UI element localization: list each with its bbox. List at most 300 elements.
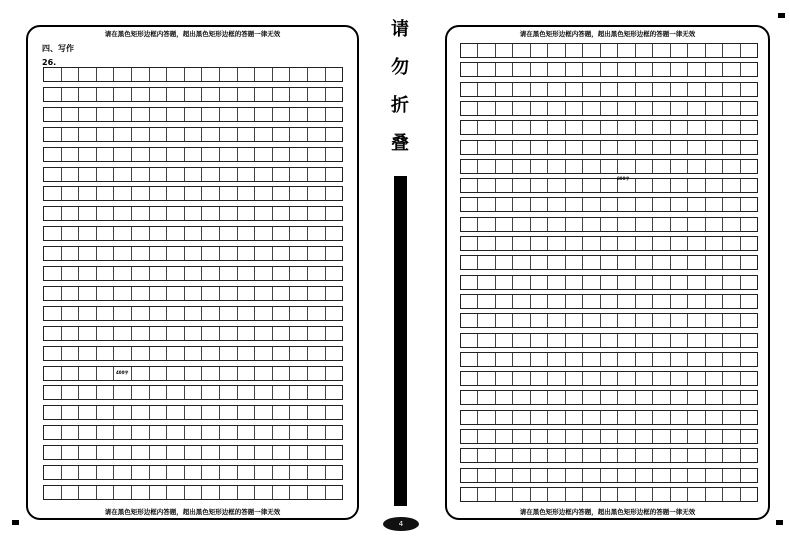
grid-cell[interactable] [496,160,513,173]
grid-cell[interactable] [723,121,740,134]
grid-cell[interactable] [185,287,203,300]
grid-cell[interactable] [601,469,618,482]
grid-cell[interactable] [706,237,723,250]
grid-cell[interactable] [167,88,185,101]
grid-cell[interactable] [97,367,115,380]
grid-cell[interactable] [688,411,705,424]
grid-cell[interactable] [741,488,757,501]
grid-cell[interactable] [185,68,203,81]
grid-cell[interactable] [220,406,238,419]
grid-cell[interactable] [601,141,618,154]
grid-cell[interactable] [583,314,600,327]
grid-cell[interactable] [44,247,62,260]
grid-cell[interactable] [44,128,62,141]
grid-cell[interactable] [273,446,291,459]
grid-cell[interactable] [478,353,495,366]
grid-cell[interactable] [688,469,705,482]
grid-cell[interactable] [44,386,62,399]
grid-cell[interactable] [636,469,653,482]
grid-cell[interactable] [601,449,618,462]
grid-cell[interactable] [44,486,62,499]
grid-cell[interactable] [167,128,185,141]
grid-cell[interactable] [255,486,273,499]
grid-cell[interactable] [653,276,670,289]
grid-cell[interactable] [220,307,238,320]
grid-cell[interactable] [308,187,326,200]
grid-cell[interactable] [478,44,495,57]
grid-cell[interactable] [496,121,513,134]
grid-cell[interactable] [150,367,168,380]
grid-cell[interactable] [688,488,705,501]
grid-cell[interactable] [548,179,565,192]
grid-cell[interactable] [636,372,653,385]
grid-cell[interactable] [185,327,203,340]
grid-cell[interactable] [185,187,203,200]
grid-cell[interactable] [290,406,308,419]
grid-cell[interactable] [132,386,150,399]
grid-cell[interactable] [531,488,548,501]
grid-cell[interactable] [238,406,256,419]
grid-cell[interactable] [671,121,688,134]
grid-cell[interactable] [653,372,670,385]
grid-cell[interactable] [531,141,548,154]
grid-cell[interactable] [636,121,653,134]
grid-cell[interactable] [185,88,203,101]
grid-cell[interactable] [741,44,757,57]
grid-cell[interactable] [496,430,513,443]
grid-cell[interactable] [238,446,256,459]
grid-cell[interactable] [202,168,220,181]
grid-cell[interactable] [583,83,600,96]
grid-cell[interactable] [566,218,583,231]
grid-row[interactable] [43,266,343,281]
grid-cell[interactable] [62,327,80,340]
grid-cell[interactable] [583,353,600,366]
grid-cell[interactable] [618,334,635,347]
grid-cell[interactable] [478,83,495,96]
grid-cell[interactable] [132,287,150,300]
grid-cell[interactable] [583,469,600,482]
grid-cell[interactable] [618,83,635,96]
grid-cell[interactable] [671,276,688,289]
grid-cell[interactable] [618,63,635,76]
grid-cell[interactable] [150,88,168,101]
grid-cell[interactable] [114,347,132,360]
grid-cell[interactable] [255,168,273,181]
grid-cell[interactable] [671,372,688,385]
grid-cell[interactable] [132,307,150,320]
grid-row[interactable] [43,127,343,142]
grid-row[interactable] [460,101,758,116]
grid-cell[interactable] [478,276,495,289]
grid-cell[interactable] [326,486,343,499]
grid-cell[interactable] [114,466,132,479]
grid-cell[interactable] [583,179,600,192]
grid-row[interactable] [43,186,343,201]
grid-cell[interactable] [741,295,757,308]
grid-cell[interactable] [618,218,635,231]
grid-cell[interactable] [741,141,757,154]
grid-cell[interactable] [308,108,326,121]
grid-cell[interactable] [326,287,343,300]
grid-cell[interactable] [308,367,326,380]
grid-cell[interactable] [273,486,291,499]
grid-cell[interactable] [150,68,168,81]
grid-cell[interactable] [255,446,273,459]
grid-cell[interactable] [326,307,343,320]
grid-cell[interactable] [513,63,530,76]
grid-cell[interactable] [238,347,256,360]
grid-cell[interactable] [653,411,670,424]
grid-cell[interactable] [44,406,62,419]
grid-cell[interactable] [583,430,600,443]
grid-cell[interactable] [461,314,478,327]
grid-cell[interactable] [513,198,530,211]
grid-cell[interactable] [62,88,80,101]
grid-cell[interactable] [548,449,565,462]
grid-cell[interactable] [79,207,97,220]
grid-cell[interactable] [531,391,548,404]
grid-row[interactable] [43,425,343,440]
grid-cell[interactable] [741,160,757,173]
grid-cell[interactable] [461,237,478,250]
grid-cell[interactable] [496,256,513,269]
grid-cell[interactable] [326,88,343,101]
grid-cell[interactable] [290,386,308,399]
grid-row[interactable] [460,197,758,212]
grid-cell[interactable] [220,207,238,220]
grid-cell[interactable] [723,276,740,289]
grid-cell[interactable] [531,430,548,443]
grid-cell[interactable] [513,44,530,57]
grid-cell[interactable] [688,276,705,289]
grid-cell[interactable] [688,237,705,250]
grid-cell[interactable] [688,372,705,385]
grid-cell[interactable] [62,426,80,439]
grid-cell[interactable] [548,430,565,443]
grid-cell[interactable] [741,179,757,192]
grid-cell[interactable] [706,179,723,192]
grid-cell[interactable] [44,187,62,200]
grid-cell[interactable] [741,449,757,462]
grid-cell[interactable] [583,276,600,289]
grid-cell[interactable] [461,430,478,443]
grid-cell[interactable] [706,391,723,404]
grid-cell[interactable] [531,295,548,308]
grid-cell[interactable] [62,267,80,280]
grid-cell[interactable] [220,108,238,121]
grid-cell[interactable] [566,160,583,173]
grid-cell[interactable] [167,367,185,380]
grid-cell[interactable] [308,128,326,141]
grid-cell[interactable] [326,347,343,360]
grid-cell[interactable] [238,267,256,280]
grid-cell[interactable] [548,256,565,269]
grid-cell[interactable] [326,148,343,161]
grid-cell[interactable] [618,411,635,424]
grid-row[interactable] [43,206,343,221]
grid-cell[interactable] [741,276,757,289]
grid-cell[interactable] [326,227,343,240]
grid-cell[interactable] [583,44,600,57]
grid-cell[interactable] [273,307,291,320]
grid-cell[interactable] [548,334,565,347]
grid-cell[interactable] [688,141,705,154]
grid-cell[interactable] [566,314,583,327]
grid-cell[interactable] [618,237,635,250]
grid-cell[interactable] [723,44,740,57]
grid-cell[interactable] [290,446,308,459]
grid-cell[interactable] [496,102,513,115]
grid-cell[interactable] [185,128,203,141]
grid-cell[interactable] [150,267,168,280]
grid-cell[interactable] [723,469,740,482]
grid-cell[interactable] [150,446,168,459]
grid-cell[interactable] [531,449,548,462]
grid-cell[interactable] [220,227,238,240]
grid-cell[interactable] [238,287,256,300]
grid-cell[interactable] [636,237,653,250]
grid-cell[interactable] [290,88,308,101]
grid-cell[interactable] [478,63,495,76]
grid-cell[interactable] [290,426,308,439]
grid-cell[interactable] [255,247,273,260]
grid-cell[interactable] [202,426,220,439]
grid-cell[interactable] [132,108,150,121]
grid-cell[interactable] [723,63,740,76]
grid-cell[interactable] [220,148,238,161]
grid-cell[interactable] [671,469,688,482]
grid-cell[interactable] [531,179,548,192]
grid-cell[interactable] [273,227,291,240]
grid-cell[interactable] [326,367,343,380]
grid-cell[interactable] [723,314,740,327]
grid-cell[interactable] [513,314,530,327]
grid-cell[interactable] [653,63,670,76]
grid-cell[interactable] [150,227,168,240]
grid-cell[interactable] [202,327,220,340]
grid-cell[interactable] [496,276,513,289]
grid-cell[interactable] [566,372,583,385]
grid-cell[interactable] [273,187,291,200]
grid-cell[interactable] [62,347,80,360]
grid-cell[interactable] [62,108,80,121]
grid-cell[interactable] [238,168,256,181]
grid-cell[interactable] [583,218,600,231]
grid-cell[interactable] [723,488,740,501]
grid-cell[interactable] [548,314,565,327]
grid-cell[interactable] [531,276,548,289]
grid-cell[interactable] [185,386,203,399]
grid-cell[interactable] [688,121,705,134]
grid-cell[interactable] [150,426,168,439]
grid-cell[interactable] [62,367,80,380]
grid-cell[interactable] [566,295,583,308]
grid-cell[interactable] [132,128,150,141]
grid-cell[interactable] [566,334,583,347]
grid-cell[interactable] [114,227,132,240]
grid-cell[interactable] [741,372,757,385]
grid-cell[interactable] [671,334,688,347]
grid-cell[interactable] [167,68,185,81]
grid-cell[interactable] [583,488,600,501]
grid-cell[interactable] [496,469,513,482]
grid-cell[interactable] [601,160,618,173]
grid-cell[interactable] [653,295,670,308]
grid-cell[interactable] [688,102,705,115]
grid-row[interactable] [43,465,343,480]
grid-cell[interactable] [688,314,705,327]
grid-cell[interactable] [97,68,115,81]
grid-cell[interactable] [618,276,635,289]
grid-cell[interactable] [79,68,97,81]
grid-cell[interactable] [150,406,168,419]
grid-cell[interactable] [618,121,635,134]
grid-cell[interactable] [671,430,688,443]
grid-cell[interactable] [653,218,670,231]
grid-cell[interactable] [255,88,273,101]
grid-cell[interactable] [167,227,185,240]
grid-cell[interactable] [618,372,635,385]
grid-cell[interactable] [461,449,478,462]
grid-cell[interactable] [566,353,583,366]
grid-cell[interactable] [167,168,185,181]
grid-cell[interactable] [202,347,220,360]
grid-cell[interactable] [132,168,150,181]
grid-cell[interactable] [79,327,97,340]
grid-cell[interactable] [238,386,256,399]
grid-cell[interactable] [496,141,513,154]
grid-cell[interactable] [636,83,653,96]
grid-cell[interactable] [273,88,291,101]
grid-cell[interactable] [478,391,495,404]
grid-cell[interactable] [566,276,583,289]
grid-cell[interactable] [308,307,326,320]
grid-cell[interactable] [114,207,132,220]
grid-cell[interactable] [255,287,273,300]
grid-cell[interactable] [97,108,115,121]
grid-cell[interactable] [723,179,740,192]
grid-cell[interactable] [671,179,688,192]
grid-cell[interactable] [461,295,478,308]
grid-cell[interactable] [653,198,670,211]
grid-cell[interactable] [531,256,548,269]
grid-cell[interactable] [202,307,220,320]
grid-cell[interactable] [273,108,291,121]
grid-cell[interactable] [44,267,62,280]
grid-cell[interactable] [255,267,273,280]
grid-cell[interactable] [653,469,670,482]
grid-cell[interactable] [290,68,308,81]
grid-cell[interactable] [601,314,618,327]
grid-cell[interactable] [185,148,203,161]
grid-cell[interactable] [326,466,343,479]
grid-cell[interactable] [723,141,740,154]
grid-cell[interactable] [238,227,256,240]
grid-cell[interactable] [202,227,220,240]
grid-cell[interactable] [220,386,238,399]
grid-cell[interactable] [290,287,308,300]
grid-cell[interactable] [496,237,513,250]
grid-cell[interactable] [688,334,705,347]
grid-row[interactable] [460,236,758,251]
grid-cell[interactable] [671,141,688,154]
grid-cell[interactable] [566,141,583,154]
grid-cell[interactable] [150,247,168,260]
grid-cell[interactable] [723,256,740,269]
grid-cell[interactable] [167,207,185,220]
grid-cell[interactable] [114,327,132,340]
grid-cell[interactable] [636,430,653,443]
grid-cell[interactable] [220,446,238,459]
grid-cell[interactable] [706,63,723,76]
grid-cell[interactable] [478,198,495,211]
grid-cell[interactable] [618,430,635,443]
grid-cell[interactable] [308,486,326,499]
grid-cell[interactable] [548,237,565,250]
grid-cell[interactable] [671,488,688,501]
grid-cell[interactable] [723,218,740,231]
grid-cell[interactable] [114,307,132,320]
grid-cell[interactable] [97,247,115,260]
grid-cell[interactable] [723,198,740,211]
grid-cell[interactable] [478,160,495,173]
grid-cell[interactable] [150,168,168,181]
writing-grid-right[interactable] [460,43,758,510]
grid-cell[interactable] [273,426,291,439]
grid-cell[interactable] [636,391,653,404]
grid-cell[interactable] [185,227,203,240]
grid-cell[interactable] [114,68,132,81]
grid-row[interactable] [460,448,758,463]
grid-cell[interactable] [531,198,548,211]
grid-cell[interactable] [290,128,308,141]
grid-row[interactable] [43,147,343,162]
grid-cell[interactable] [461,411,478,424]
grid-cell[interactable] [290,307,308,320]
grid-cell[interactable] [618,353,635,366]
grid-cell[interactable] [723,353,740,366]
grid-cell[interactable] [671,353,688,366]
grid-cell[interactable] [583,449,600,462]
grid-cell[interactable] [636,198,653,211]
grid-cell[interactable] [238,247,256,260]
grid-cell[interactable] [531,102,548,115]
grid-cell[interactable] [741,314,757,327]
grid-cell[interactable] [671,63,688,76]
grid-row[interactable] [460,275,758,290]
grid-cell[interactable] [513,237,530,250]
grid-cell[interactable] [461,334,478,347]
grid-row[interactable] [460,390,758,405]
grid-cell[interactable] [150,347,168,360]
grid-cell[interactable] [132,247,150,260]
grid-cell[interactable] [723,334,740,347]
grid-cell[interactable] [461,391,478,404]
grid-cell[interactable] [273,406,291,419]
grid-cell[interactable] [548,488,565,501]
grid-cell[interactable] [202,367,220,380]
grid-cell[interactable] [167,307,185,320]
grid-cell[interactable] [478,314,495,327]
grid-cell[interactable] [185,168,203,181]
grid-cell[interactable] [44,446,62,459]
grid-cell[interactable] [185,406,203,419]
grid-cell[interactable] [167,386,185,399]
grid-cell[interactable] [167,446,185,459]
grid-cell[interactable] [150,187,168,200]
grid-cell[interactable] [238,68,256,81]
